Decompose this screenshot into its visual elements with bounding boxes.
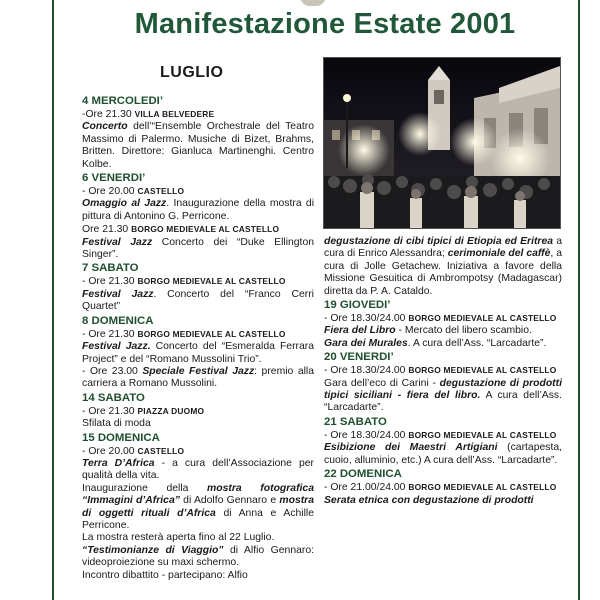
event-time: Ore 21.30 (82, 224, 129, 236)
day-heading-22: 22 DOMENICA (324, 468, 402, 481)
event-title: Terra D’Africa (82, 457, 155, 469)
night-crowd-photo (324, 58, 560, 228)
event-desc: Inaugurazione della (82, 482, 208, 494)
event-desc: A cura dell’Ass. “Larcadarte”. (324, 390, 562, 414)
event-time: - Ore 20.00 (82, 445, 135, 457)
event-title: mostra fotografica “Immagini d’Africa” (82, 482, 314, 507)
event-time: -Ore 21.30 (82, 109, 132, 120)
event-desc: di Adolfo Gennaro e (179, 495, 280, 507)
event-photo (323, 57, 561, 229)
event-8 (82, 328, 314, 391)
event-time: - Ore 21.30 (82, 276, 135, 288)
page-title: Manifestazione Estate 2001 (134, 8, 516, 40)
event-19 (324, 312, 562, 350)
event-title: Concerto (82, 121, 128, 133)
event-venue: CASTELLO (137, 186, 185, 197)
event-time: - Ore 18.30/24.00 (324, 313, 406, 325)
day-heading-15: 15 DOMENICA (82, 431, 160, 444)
day-heading-7: 7 SABATO (82, 262, 139, 275)
event-desc: di Alfio Gennaro: videoproiezione su maxi schermo. (82, 544, 314, 569)
event-venue: BORGO MEDIEVALE AL CASTELLO (408, 482, 557, 493)
event-desc: . Inaugurazione della mostra di pittura di Antonino G. Perricone. (82, 198, 314, 222)
event-desc: Gara dell’eco di Carini - (324, 377, 440, 389)
event-4 (82, 108, 314, 171)
event-6 (82, 185, 314, 261)
event-time: - Ore 18.30/24.00 (324, 429, 406, 441)
day-heading-19: 19 GIOVEDI’ (324, 299, 391, 312)
event-venue: BORGO MEDIEVALE AL CASTELLO (137, 328, 286, 339)
event-title: cerimoniale del caffè (447, 248, 551, 260)
event-desc: Incontro dibattito - partecipano: Alfio (82, 569, 248, 581)
event-title: “Testimonianze di Viaggio” (82, 544, 224, 556)
event-desc: , a cura di Jolle Getachew. Iniziativa a favore della Missione Gesuitica di Ambrompotsy (Madagascar) diretta da P. A. Cataldo. (324, 248, 562, 297)
day-heading-20: 20 VENERDI’ (324, 351, 394, 364)
crest-emblem (300, 0, 326, 6)
event-venue: BORGO MEDIEVALE AL CASTELLO (131, 224, 280, 235)
event-20 (324, 364, 562, 415)
event-desc: dell’“Ensemble Orchestrale del Teatro Massimo di Palermo. Musiche di Bizet, Brahms, Britten. Direttore: Gianluca Martinenghi. Centro Kolbe. (82, 121, 314, 170)
event-15-continued (324, 236, 562, 298)
event-22 (324, 481, 562, 507)
event-venue: BORGO MEDIEVALE AL CASTELLO (408, 429, 557, 440)
event-desc: : premio alla carriera a Romano Mussolini. (82, 365, 314, 390)
event-time: - Ore 20.00 (82, 186, 135, 198)
day-heading-4: 4 MERCOLEDI’ (82, 95, 164, 107)
event-venue: CASTELLO (137, 445, 185, 456)
event-14 (82, 405, 314, 431)
event-desc: Concerto del “Esmeralda Ferrara Project” e del “Romano Mussolini Trio”. (82, 341, 315, 365)
event-15 (82, 445, 314, 582)
day-heading-6: 6 VENERDI’ (82, 172, 146, 185)
event-time: - Ore 18.30/24.00 (324, 365, 406, 377)
event-time: - Ore 21.00/24.00 (324, 482, 406, 494)
event-desc: di Anna e Achille Perricone. (82, 507, 314, 531)
event-desc: (cartapesta, cuoio, alluminio, etc.) A cura dell’Ass. “Larcadarte”. (324, 442, 562, 466)
event-title: Festival Jazz. (82, 341, 151, 353)
event-desc: Sfilata di moda (82, 418, 151, 430)
event-title: Serata etnica con degustazione di prodotti (324, 494, 534, 506)
event-time: - Ore 21.30 (82, 328, 135, 340)
event-desc: . Concerto del “Franco Cerri Quartet” (82, 288, 314, 313)
event-desc: . A cura dell’Ass. “Larcadarte”. (407, 337, 547, 349)
event-title: Festival Jazz (82, 288, 154, 300)
page-border-right (578, 0, 580, 600)
event-title: Omaggio al Jazz (82, 198, 167, 210)
event-7 (82, 275, 314, 313)
page-border-left (52, 0, 54, 600)
event-venue: BORGO MEDIEVALE AL CASTELLO (408, 313, 557, 324)
event-title: Festival Jazz (82, 236, 153, 248)
event-desc: a cura di Enrico Alessandra; (324, 236, 562, 260)
event-title: Fiera del Libro (324, 325, 396, 337)
month-heading: LUGLIO (160, 64, 224, 81)
right-column (324, 236, 562, 507)
event-venue: BORGO MEDIEVALE AL CASTELLO (408, 365, 557, 376)
day-heading-21: 21 SABATO (324, 415, 387, 428)
event-venue: VILLA BELVEDERE (134, 109, 215, 119)
event-desc: Concerto dei “Duke Ellington Singer”. (82, 236, 315, 261)
day-heading-8: 8 DOMENICA (82, 314, 154, 327)
event-desc: - Mercato del libero scambio. (395, 325, 532, 337)
event-title: mostra di oggetti rituali d’Africa (82, 495, 315, 519)
event-title: Speciale Festival Jazz (142, 365, 255, 377)
event-desc: La mostra resterà aperta fino al 22 Luglio. (82, 532, 275, 544)
event-title: degustazione di prodotti tipici siciliani - fiera del libro. (324, 377, 562, 402)
event-title: degustazione di cibi tipici di Etiopia ed Eritrea (324, 236, 554, 247)
event-time: - Ore 21.30 (82, 405, 135, 417)
event-title: Esibizione dei Maestri Artigiani (324, 442, 498, 454)
event-time: - Ore 23.00 (82, 365, 138, 377)
event-21 (324, 429, 562, 467)
event-desc: - a cura dell’Associazione per qualità della vita. (82, 457, 314, 482)
left-column (82, 94, 314, 582)
event-venue: PIAZZA DUOMO (137, 405, 205, 416)
event-venue: BORGO MEDIEVALE AL CASTELLO (137, 276, 286, 287)
day-heading-14: 14 SABATO (82, 391, 145, 404)
event-title: Gara dei Murales (324, 337, 408, 349)
